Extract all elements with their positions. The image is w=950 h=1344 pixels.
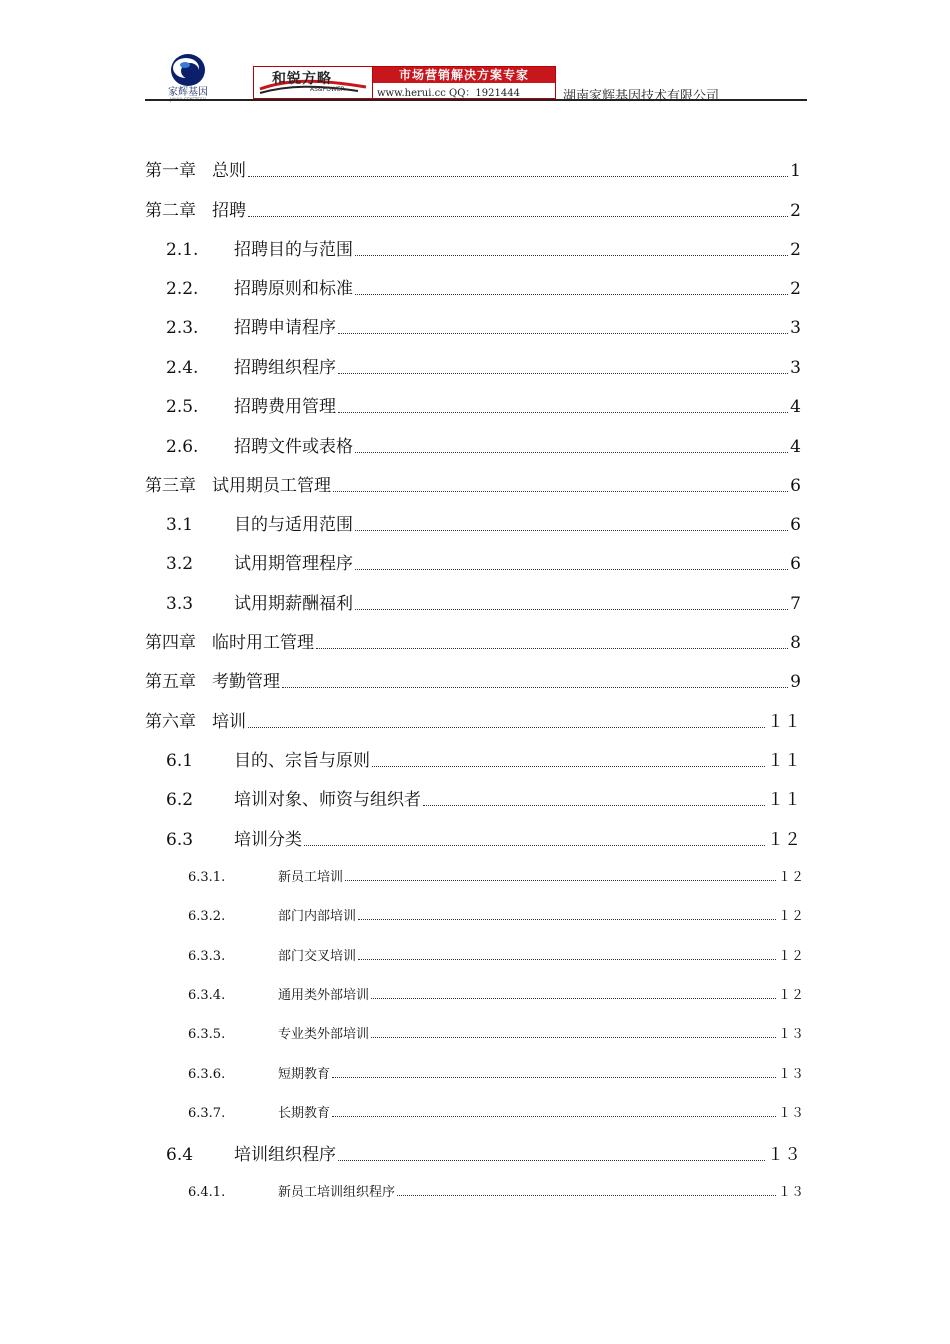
- toc-title: 试用期薪酬福利: [234, 594, 353, 614]
- toc-number: 3.3: [166, 594, 194, 614]
- toc-page: １１: [767, 751, 801, 771]
- toc-entry[interactable]: [145, 707, 801, 732]
- toc-page: １２: [777, 909, 804, 924]
- toc-page: 6: [790, 476, 801, 496]
- toc-entry[interactable]: [166, 392, 801, 417]
- toc-title: 专业类外部培训: [278, 1027, 370, 1042]
- toc-leader: [358, 959, 776, 960]
- toc-entry[interactable]: [145, 156, 801, 181]
- toc-title: 短期教育: [278, 1067, 331, 1082]
- toc-title: 招聘申请程序: [234, 318, 336, 338]
- toc-leader: [355, 569, 788, 570]
- toc-number: 6.4: [166, 1145, 194, 1165]
- toc-title: 招聘组织程序: [234, 358, 336, 378]
- toc-title: 部门内部培训: [278, 909, 357, 924]
- sponsor-banner: [253, 66, 556, 99]
- toc-entry[interactable]: [188, 1023, 804, 1042]
- toc-title: 培训分类: [234, 830, 302, 850]
- toc-page: 2: [790, 240, 801, 260]
- banner-brand-block: [254, 67, 373, 98]
- toc-page: 6: [790, 515, 801, 535]
- toc-page: 8: [790, 633, 801, 653]
- toc-number: 第三章: [145, 476, 196, 496]
- toc-title: 培训组织程序: [234, 1145, 336, 1165]
- toc-title: 新员工培训组织程序: [278, 1185, 396, 1200]
- banner-brand: 和锐方略: [272, 71, 332, 87]
- toc-title: 考勤管理: [212, 672, 280, 692]
- toc-page: １３: [767, 1145, 801, 1165]
- toc-leader: [372, 766, 765, 767]
- toc-leader: [338, 1160, 765, 1161]
- company-name: 湖南家辉基因技术有限公司: [563, 89, 720, 104]
- toc-leader: [304, 845, 765, 846]
- toc-leader: [355, 294, 788, 295]
- toc-leader: [355, 609, 788, 610]
- toc-number: 6.3.2.: [188, 909, 226, 924]
- toc-number: 6.1: [166, 751, 194, 771]
- toc-number: 2.2.: [166, 279, 199, 299]
- toc-number: 2.1.: [166, 240, 199, 260]
- toc-title: 目的、宗旨与原则: [234, 751, 370, 771]
- toc-page: 3: [790, 358, 801, 378]
- toc-title: 新员工培训: [278, 870, 344, 885]
- toc-number: 6.3.5.: [188, 1027, 226, 1042]
- toc-number: 3.1: [166, 515, 194, 535]
- toc-page: １１: [767, 790, 801, 810]
- company-logo: [155, 52, 215, 102]
- toc-entry[interactable]: [166, 785, 801, 810]
- toc-page: 2: [790, 201, 801, 221]
- page-header: [145, 52, 807, 102]
- toc-number: 6.4.1.: [188, 1185, 226, 1200]
- toc-page: １２: [767, 830, 801, 850]
- toc-leader: [345, 880, 776, 881]
- toc-leader: [423, 805, 765, 806]
- toc-entry[interactable]: [145, 628, 801, 653]
- toc-number: 6.2: [166, 790, 194, 810]
- toc-title: 目的与适用范围: [234, 515, 353, 535]
- toc-entry[interactable]: [145, 196, 801, 221]
- toc-number: 3.2: [166, 554, 194, 574]
- toc-entry[interactable]: [166, 510, 801, 535]
- toc-leader: [371, 1037, 776, 1038]
- toc-leader: [371, 998, 776, 999]
- toc-title: 部门交叉培训: [278, 949, 357, 964]
- toc-title: 招聘费用管理: [234, 397, 336, 417]
- toc-page: 4: [790, 437, 801, 457]
- toc-entry[interactable]: [188, 1102, 804, 1121]
- toc-number: 6.3: [166, 830, 194, 850]
- toc-entry[interactable]: [166, 1140, 801, 1165]
- toc-number: 6.3.1.: [188, 870, 226, 885]
- toc-title: 总则: [212, 161, 246, 181]
- toc-page: 9: [790, 672, 801, 692]
- toc-title: 招聘原则和标准: [234, 279, 353, 299]
- toc-entry[interactable]: [166, 825, 801, 850]
- toc-leader: [332, 1116, 776, 1117]
- banner-slogan: 市场营销解决方案专家: [373, 67, 555, 83]
- toc-leader: [397, 1195, 776, 1196]
- toc-page: １２: [777, 988, 804, 1003]
- toc-number: 6.3.6.: [188, 1067, 226, 1082]
- toc-leader: [248, 727, 765, 728]
- toc-page: １１: [767, 712, 801, 732]
- toc-number: 6.3.3.: [188, 949, 226, 964]
- toc-page: １３: [777, 1185, 804, 1200]
- toc-entry[interactable]: [188, 984, 804, 1003]
- toc-entry[interactable]: [188, 866, 804, 885]
- toc-page: 2: [790, 279, 801, 299]
- toc-leader: [248, 176, 788, 177]
- toc-number: 第一章: [145, 161, 196, 181]
- toc-title: 试用期管理程序: [234, 554, 353, 574]
- toc-entry[interactable]: [188, 945, 804, 964]
- toc-number: 第六章: [145, 712, 196, 732]
- toc-page: 7: [790, 594, 801, 614]
- toc-entry[interactable]: [166, 313, 801, 338]
- toc-leader: [355, 530, 788, 531]
- toc-title: 长期教育: [278, 1106, 331, 1121]
- header-rule: [145, 99, 807, 101]
- toc-entry[interactable]: [145, 471, 801, 496]
- toc-title: 培训: [212, 712, 246, 732]
- toc-entry[interactable]: [166, 235, 801, 260]
- toc-page: １２: [777, 870, 804, 885]
- toc-number: 2.5.: [166, 397, 199, 417]
- toc-number: 第二章: [145, 201, 196, 221]
- toc-leader: [338, 373, 788, 374]
- toc-leader: [282, 687, 788, 688]
- banner-contact: www.herui.cc QQ：1921444: [377, 88, 520, 99]
- toc-title: 培训对象、师资与组织者: [234, 790, 421, 810]
- toc-number: 第四章: [145, 633, 196, 653]
- toc-page: 4: [790, 397, 801, 417]
- toc-page: １２: [777, 949, 804, 964]
- toc-entry[interactable]: [166, 746, 801, 771]
- toc-page: 1: [790, 161, 801, 181]
- toc-entry[interactable]: [166, 549, 801, 574]
- toc-title: 招聘目的与范围: [234, 240, 353, 260]
- toc-number: 6.3.7.: [188, 1106, 226, 1121]
- toc-leader: [333, 491, 788, 492]
- toc-leader: [248, 216, 788, 217]
- logo-mark-icon: [167, 52, 209, 88]
- toc-title: 试用期员工管理: [212, 476, 331, 496]
- toc-title: 招聘: [212, 201, 246, 221]
- toc-entry[interactable]: [166, 432, 801, 457]
- toc-leader: [355, 255, 788, 256]
- toc-entry[interactable]: [166, 274, 801, 299]
- toc-page: 3: [790, 318, 801, 338]
- toc-entry[interactable]: [166, 353, 801, 378]
- toc-number: 2.3.: [166, 318, 199, 338]
- toc-entry[interactable]: [188, 905, 804, 924]
- toc-page: １３: [777, 1106, 804, 1121]
- toc-leader: [355, 452, 788, 453]
- banner-brand-en: AS&POWER: [310, 86, 345, 93]
- toc-leader: [338, 412, 788, 413]
- toc-entry[interactable]: [188, 1063, 804, 1082]
- toc-entry[interactable]: [166, 589, 801, 614]
- toc-page: １３: [777, 1027, 804, 1042]
- banner-slogan-block: [373, 67, 555, 98]
- logo-text: 家辉基因: [168, 87, 208, 98]
- toc-page: １３: [777, 1067, 804, 1082]
- toc-title: 招聘文件或表格: [234, 437, 353, 457]
- toc-number: 2.4.: [166, 358, 199, 378]
- toc-title: 临时用工管理: [212, 633, 314, 653]
- toc-number: 2.6.: [166, 437, 199, 457]
- toc-entry[interactable]: [188, 1181, 804, 1200]
- toc-entry[interactable]: [145, 667, 801, 692]
- toc-leader: [338, 333, 788, 334]
- toc-page: 6: [790, 554, 801, 574]
- toc-title: 通用类外部培训: [278, 988, 370, 1003]
- toc-leader: [316, 648, 788, 649]
- toc-leader: [332, 1077, 776, 1078]
- toc-leader: [358, 919, 776, 920]
- toc-number: 6.3.4.: [188, 988, 226, 1003]
- logo-subtext: JIAHUI GENETECH: [170, 97, 206, 102]
- toc-number: 第五章: [145, 672, 196, 692]
